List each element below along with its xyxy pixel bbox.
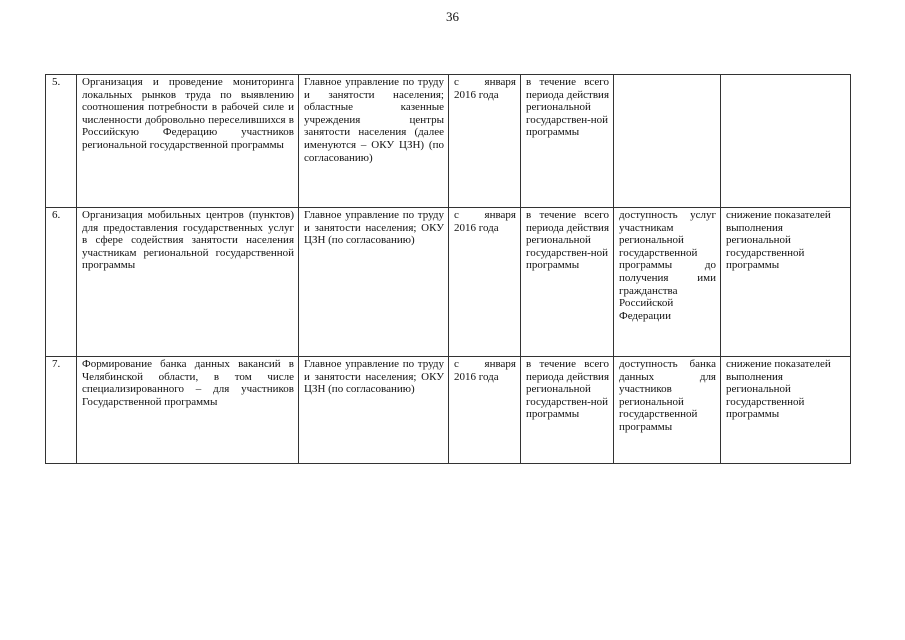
row-number: 7.	[46, 357, 77, 464]
table-row	[46, 208, 851, 357]
table-row	[46, 75, 851, 208]
result-cell: доступность банка данных для участников региональной государственной программы	[614, 357, 721, 464]
start-date-cell: с января 2016 года	[449, 75, 521, 208]
end-date-cell: в течение всего периода действия региональной государствен-ной программы	[521, 208, 614, 357]
event-cell: Организация и проведение мониторинга локальных рынков труда по выявлению соотношения потребности в рабочей силе и численности добровольно переселившихся в Российскую Федерацию участников региональной государственной программы	[77, 75, 299, 208]
program-events-table	[45, 74, 851, 464]
indicator-cell: снижение показателей выполнения региональной государственной программы	[721, 357, 851, 464]
event-cell: Формирование банка данных вакансий в Челябинской области, в том числе специализированного – для участников Государственной программы	[77, 357, 299, 464]
end-date-cell: в течение всего периода действия региональной государствен-ной программы	[521, 75, 614, 208]
indicator-cell	[721, 75, 851, 208]
page-number: 36	[446, 9, 459, 24]
end-date-cell: в течение всего периода действия региональной государствен-ной программы	[521, 357, 614, 464]
result-cell: доступность услуг участникам региональной государственной программы до получения ими гражданства Российской Федерации	[614, 208, 721, 357]
indicator-cell: снижение показателей выполнения региональной государственной программы	[721, 208, 851, 357]
table-row	[46, 357, 851, 464]
start-date-cell: с января 2016 года	[449, 208, 521, 357]
start-date-cell: с января 2016 года	[449, 357, 521, 464]
result-cell	[614, 75, 721, 208]
executor-cell: Главное управление по труду и занятости населения; областные казенные учреждения центры занятости населения (далее именуются – ОКУ ЦЗН) (по согласованию)	[299, 75, 449, 208]
event-cell: Организация мобильных центров (пунктов) для предоставления государственных услуг в сфере содействия занятости населения участникам региональной государственной программы	[77, 208, 299, 357]
row-number: 5.	[46, 75, 77, 208]
executor-cell: Главное управление по труду и занятости населения; ОКУ ЦЗН (по согласованию)	[299, 208, 449, 357]
executor-cell: Главное управление по труду и занятости населения; ОКУ ЦЗН (по согласованию)	[299, 357, 449, 464]
row-number: 6.	[46, 208, 77, 357]
